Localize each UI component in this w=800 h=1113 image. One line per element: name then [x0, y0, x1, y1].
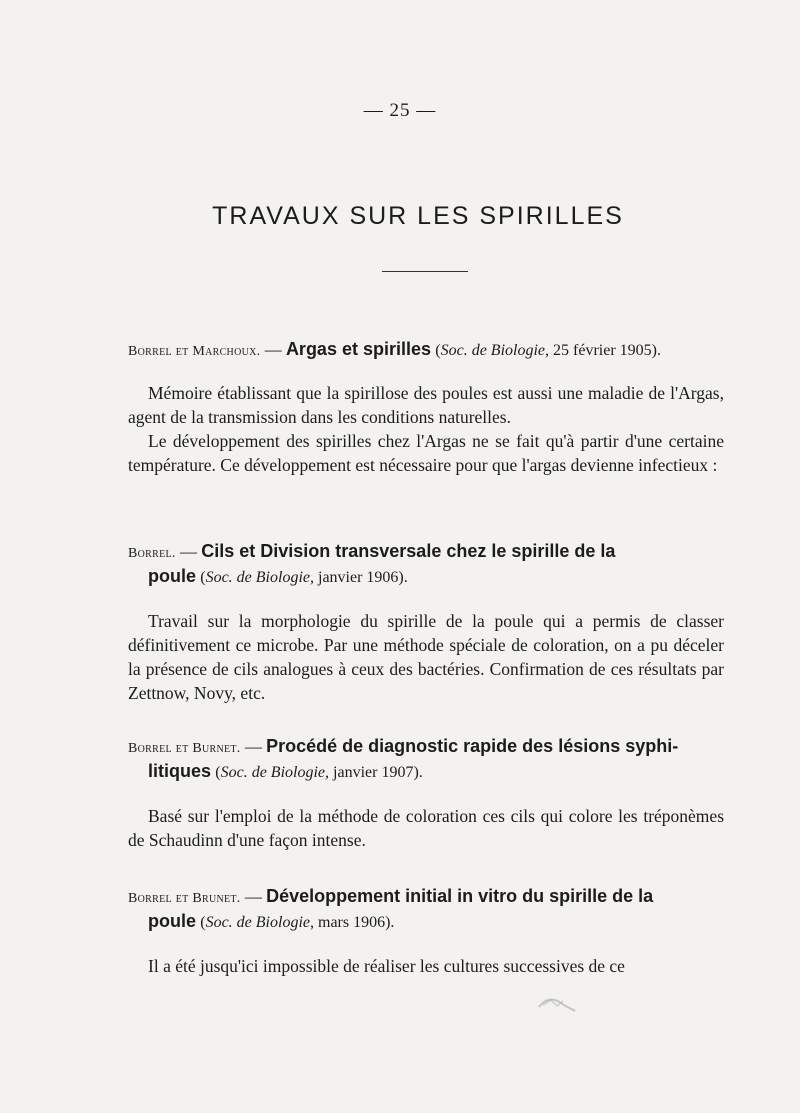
entry-body	[128, 804, 724, 852]
entry-heading	[128, 540, 724, 565]
entry-reference: (Soc. de Biologie, mars 1906).	[200, 914, 395, 931]
entry-paragraph: Le développement des spirilles chez l'Argas ne se fait qu'à partir d'une certaine température. Ce développement est nécessaire pour que l'argas devienne infectieux :	[128, 431, 724, 475]
page-number: — 25 —	[363, 100, 437, 121]
entry-cils-division	[128, 540, 724, 705]
entry-body	[128, 381, 724, 477]
entry-paragraph: Basé sur l'emploi de la méthode de coloration ces cils qui colore les tréponèmes de Schaudinn d'une façon intense.	[128, 806, 724, 850]
journal-name: Soc. de Biologie	[205, 914, 310, 931]
entry-reference: (Soc. de Biologie, janvier 1907).	[215, 764, 423, 781]
entry-authors: Borrel et Brunet.	[128, 891, 241, 906]
entry-dash: —	[179, 542, 197, 561]
entry-title: Procédé de diagnostic rapide des lésions syphi-	[266, 736, 679, 756]
entry-authors: Borrel.	[128, 546, 176, 561]
entry-paragraph: Travail sur la morphologie du spirille de la poule qui a permis de classer définitivement ce microbe. Par une méthode spéciale de coloration, on a pu déceler la présence de cils analogues à ceux des bactéries. Confirmation de ces résultats par Zettnow, Novy, etc.	[128, 611, 724, 703]
entry-heading-continued	[128, 565, 724, 589]
entry-authors: Borrel et Marchoux.	[128, 344, 261, 359]
entry-title-continued: poule	[148, 566, 196, 586]
title-divider	[382, 271, 468, 272]
entry-title-continued: litiques	[148, 761, 212, 781]
entry-title: Cils et Division transversale chez le spirille de la	[201, 541, 616, 561]
journal-name: Soc. de Biologie	[440, 342, 546, 359]
entry-title: Développement initial in vitro du spirille de la	[266, 886, 654, 906]
journal-name: Soc. de Biologie,	[205, 569, 314, 586]
entry-reference: (Soc. de Biologie, janvier 1906).	[200, 569, 408, 586]
entry-paragraph: Mémoire établissant que la spirillose des poules est aussi une maladie de l'Argas, agent de la transmission dans les conditions naturelles.	[128, 383, 724, 427]
entry-heading	[128, 735, 724, 760]
entry-dash: —	[244, 737, 262, 756]
entry-body	[128, 954, 724, 978]
entry-reference: (Soc. de Biologie, 25 février 1905).	[435, 342, 661, 359]
entry-argas-spirilles	[128, 338, 724, 477]
journal-name: Soc. de Biologie,	[220, 764, 330, 781]
entry-heading-continued	[128, 760, 724, 784]
entry-title: Argas et spirilles	[285, 339, 432, 359]
entry-authors: Borrel et Burnet.	[128, 741, 241, 756]
entry-diagnostic-syphilis	[128, 735, 724, 852]
entry-body	[128, 609, 724, 705]
entry-title-continued: poule	[148, 911, 196, 931]
entry-paragraph: Il a été jusqu'ici impossible de réaliser les cultures successives de ce	[148, 956, 625, 976]
entry-developpement-in-vitro	[128, 885, 724, 978]
entry-heading	[128, 338, 724, 363]
entry-dash: —	[244, 887, 262, 906]
entry-dash: —	[264, 340, 282, 359]
section-title: TRAVAUX SUR LES SPIRILLES	[212, 202, 624, 230]
entry-heading-continued	[128, 910, 724, 934]
ink-smudge	[537, 995, 577, 1013]
entry-heading	[128, 885, 724, 910]
